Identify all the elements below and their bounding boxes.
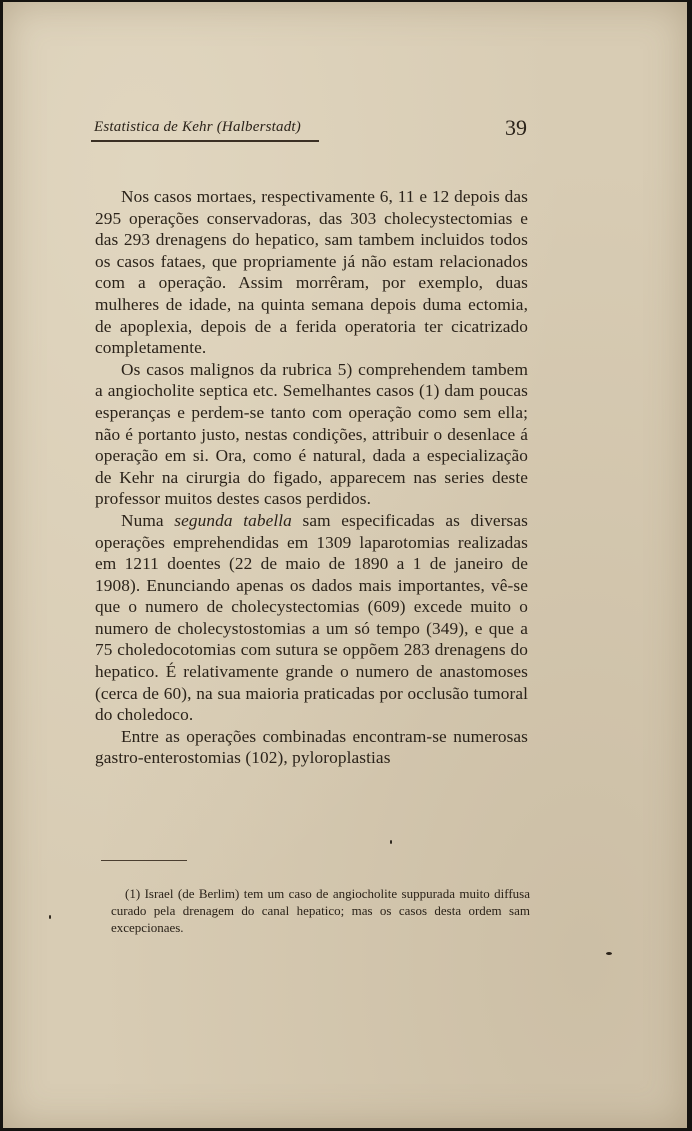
running-title: Estatistica de Kehr (Halberstadt)	[94, 119, 301, 135]
paragraph-2: Os casos malignos da rubrica 5) comprehendem tambem a angiocholite septica etc. Semelhantes casos (1) dam poucas esperanças e perdem-se tanto com operação como sem ella; não é portanto justo, nestas condições, attribuir o desenlace á operação em si. Ora, como é natural, dada a especialização de Kehr na cirurgia do figado, apparecem nas series deste professor muitos destes casos perdidos.	[95, 359, 528, 509]
footnote-rule	[101, 860, 187, 861]
paragraph-3-rest: sam especificadas as diversas operações emprehendidas em 1309 laparotomias realizadas em 1211 doentes (22 de maio de 1890 a 1 de janeiro de 1908). Enunciando apenas os dados mais importantes, vê-se que o numero de cholecystectomias (609) excede muito o numero de cholecystostomias a um só tempo (349), e que a 75 choledocotomias com sutura se oppõem 283 drenagens do hepatico. É relativamente grande o numero de anastomoses (cerca de 60), na sua maioria praticadas por occlusão tumoral do choledoco.	[95, 510, 528, 725]
paragraph-3-emphasis: segunda tabella	[174, 510, 292, 530]
paragraph-4: Entre as operações combinadas encontram-se numerosas gastro-enterostomias (102), pyloroplastias	[95, 726, 528, 768]
ink-speck	[606, 952, 612, 955]
ink-speck	[49, 915, 51, 919]
paragraph-3	[95, 510, 528, 726]
footnote: (1) Israel (de Berlim) tem um caso de angiocholite suppurada muito diffusa curado pela drenagem do canal hepatico; mas os casos desta ordem sam excepcionaes.	[111, 886, 530, 935]
page-number: 39	[505, 115, 527, 140]
page-header	[91, 117, 531, 143]
book-page	[3, 2, 687, 1128]
paragraph-1: Nos casos mortaes, respectivamente 6, 11 e 12 depois das 295 operações conservadoras, das 303 cholecystectomias e das 293 drenagens do hepatico, sam tambem incluidos todos os casos fataes, que propriamente já não estam relacionados com a operação. Assim morrêram, por exemplo, duas mulheres de idade, na quinta semana depois duma ectomia, de apoplexia, depois de a ferida operatoria ter cicatrizado completamente.	[95, 187, 528, 358]
body-text	[95, 186, 528, 769]
header-rule	[91, 140, 319, 142]
paragraph-3-start: Numa	[121, 510, 175, 530]
ink-speck	[390, 840, 392, 844]
